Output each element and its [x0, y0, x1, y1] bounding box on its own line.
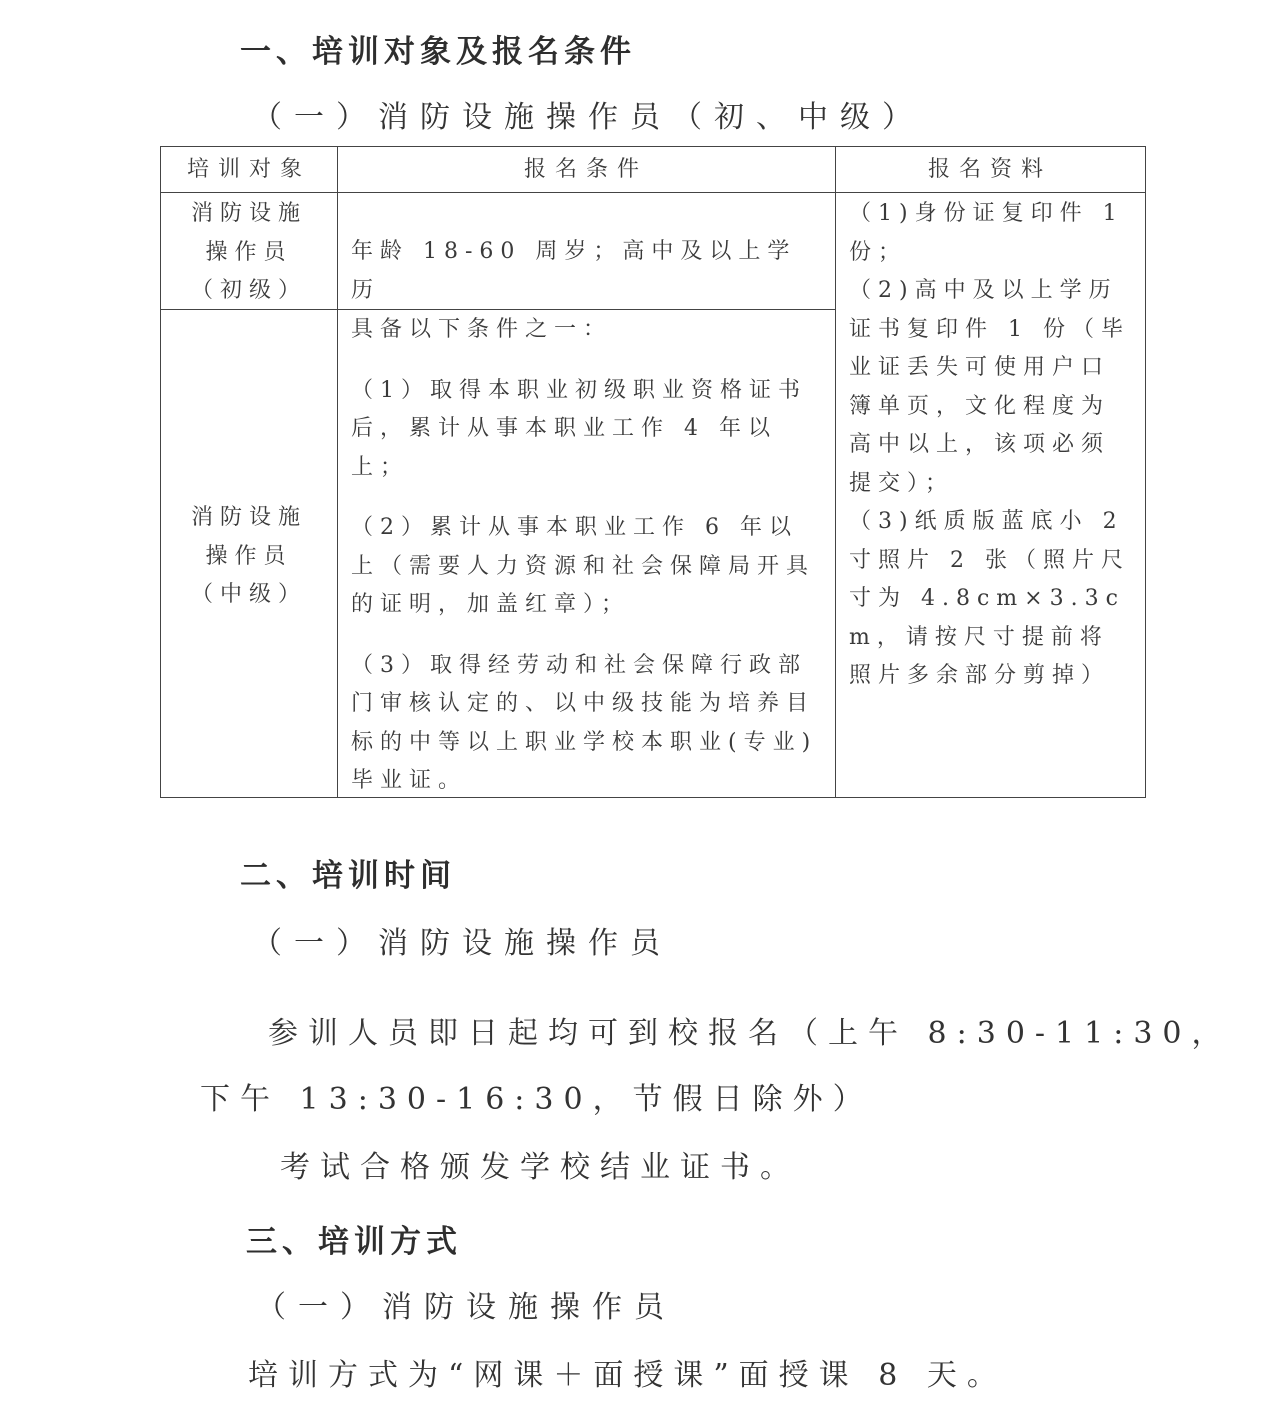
section2-paragraph-line2: 下午 13:30-16:30，节假日除外） — [200, 1082, 873, 1117]
material-item-1: （1)身份证复印件 1 份； — [849, 201, 1124, 265]
section3-title: 三、培训方式 — [246, 1224, 462, 1260]
material-item-2: （2)高中及以上学历证书复印件 1 份（毕业证丢失可使用户口簿单页，文化程度为高中以上，该项必须提交）； — [849, 278, 1130, 496]
table-col-divider — [835, 147, 836, 797]
table-materials — [849, 195, 1135, 696]
condition-intro: 具备以下条件之一： — [351, 317, 613, 342]
target-line: 消防设施 — [190, 201, 307, 226]
table-header-materials: 报名资料 — [927, 157, 1052, 182]
table-header-target: 培训对象 — [186, 157, 311, 182]
target-line: 操作员 — [205, 239, 293, 265]
table-row-1-target — [161, 195, 337, 311]
section3-paragraph: 培训方式为“网课＋面授课”面授课 8 天。 — [248, 1358, 1007, 1393]
table-header-condition: 报名条件 — [523, 157, 648, 182]
target-line: （初级） — [190, 278, 307, 303]
condition-item-2: （2）累计从事本职业工作 6 年以上（需要人力资源和社会保障局开具的证明，加盖红章）； — [351, 515, 816, 617]
material-item-3: （3)纸质版蓝底小 2 寸照片 2 张（照片尺寸为 4.8cm×3.3cm，请按尺寸提前将照片多余部分剪掉） — [849, 509, 1130, 688]
target-line: （中级） — [190, 582, 307, 607]
table-row-2-target — [161, 499, 337, 615]
table-row-2-condition — [351, 311, 823, 801]
section2-subtitle: （一）消防设施操作员 — [252, 926, 672, 961]
section1-title: 一、培训对象及报名条件 — [240, 34, 636, 70]
table-row-1-condition: 年龄 18-60 周岁；高中及以上学历 — [351, 239, 797, 303]
enrollment-table — [160, 146, 1146, 798]
section2-paragraph-line1: 参训人员即日起均可到校报名（上午 8:30-11:30， — [268, 1016, 1232, 1051]
section2-paragraph-2: 考试合格颁发学校结业证书。 — [280, 1150, 800, 1185]
section2-title: 二、培训时间 — [240, 858, 456, 894]
section1-subtitle: （一）消防设施操作员（初、中级） — [252, 100, 924, 135]
table-col-divider — [337, 147, 338, 797]
condition-item-1: （1）取得本职业初级职业资格证书后，累计从事本职业工作 4 年以上； — [351, 377, 807, 480]
target-line: 消防设施 — [190, 505, 307, 530]
condition-item-3: （3）取得经劳动和社会保障行政部门审核认定的、以中级技能为培养目标的中等以上职业学校本职业(专业)毕业证。 — [351, 652, 818, 793]
section3-subtitle: （一）消防设施操作员 — [256, 1290, 676, 1325]
target-line: 操作员 — [205, 543, 293, 569]
